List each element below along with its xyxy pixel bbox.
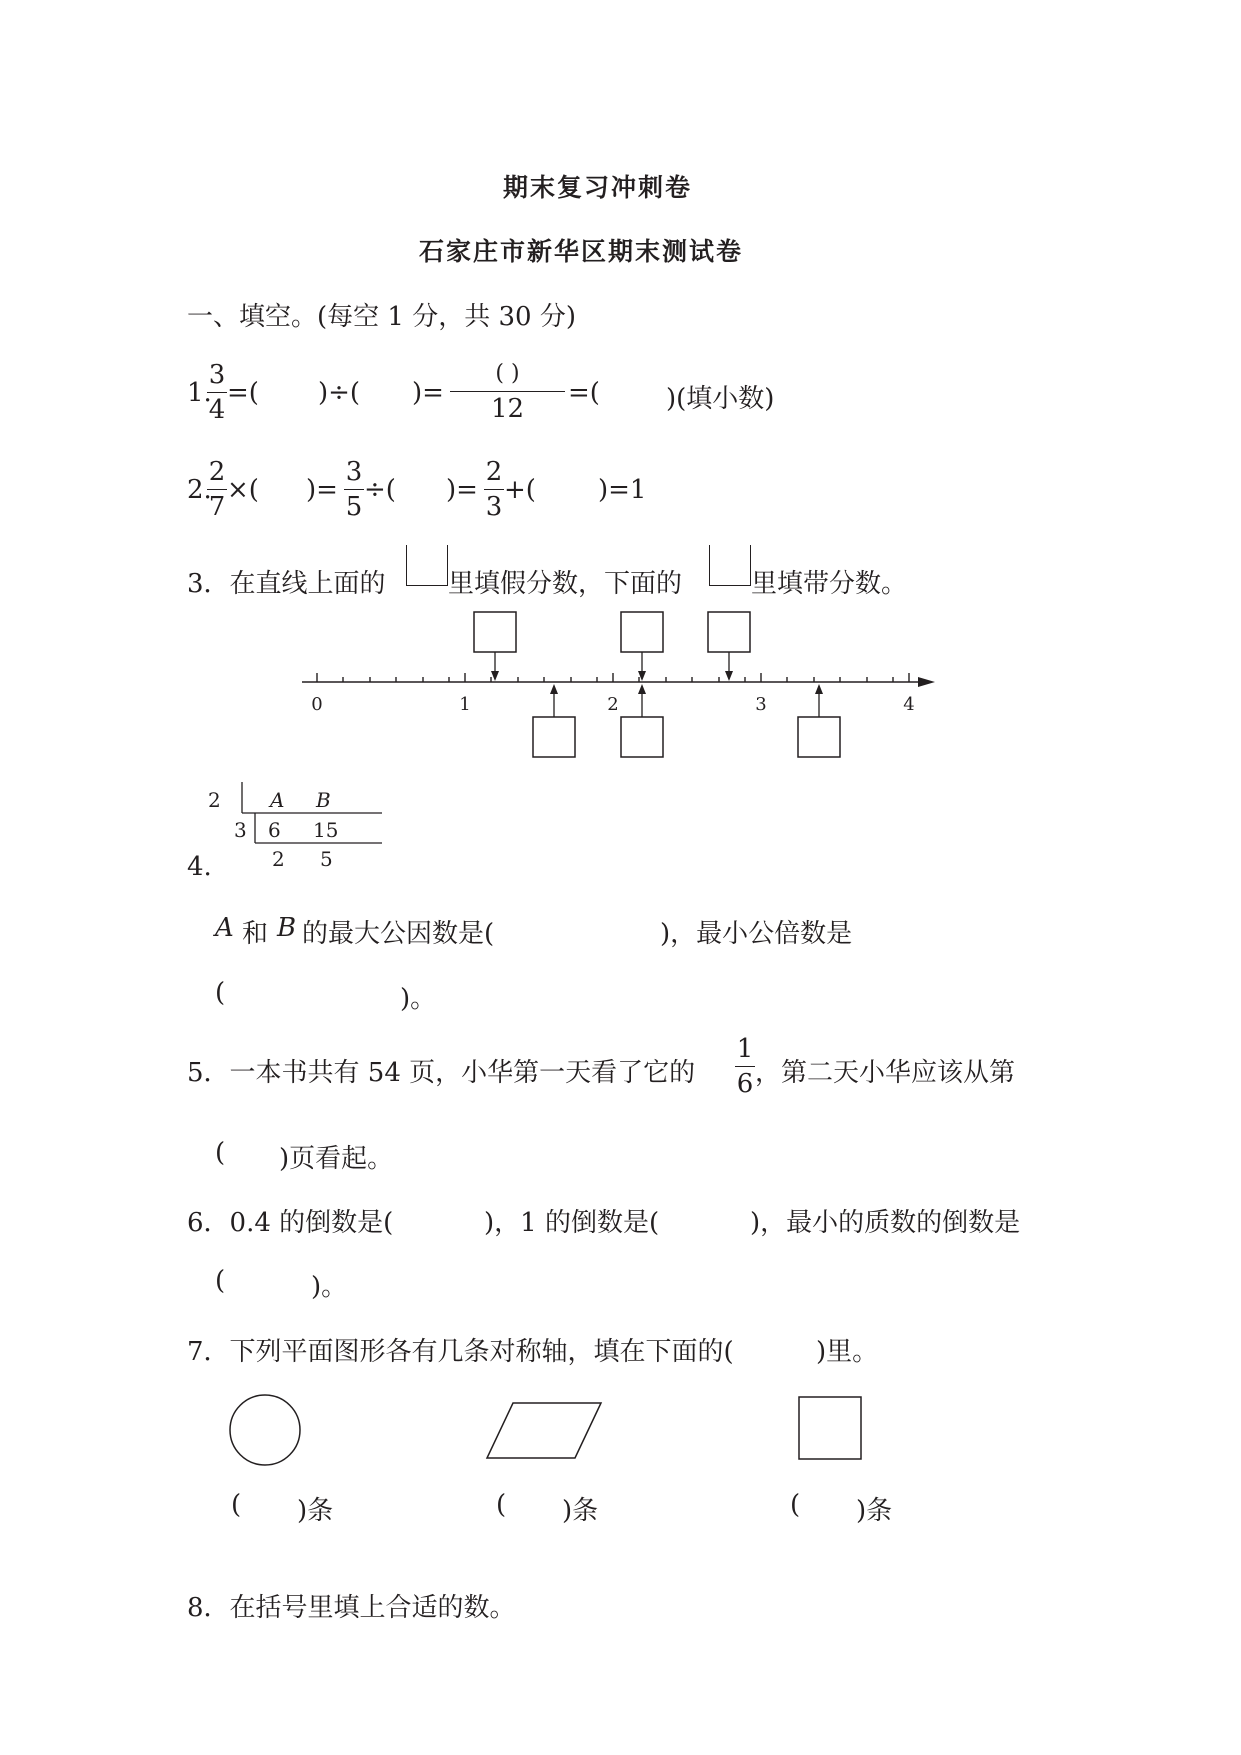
q2-plus: +( (504, 475, 536, 505)
q1-big-fraction-numerator: ( ) (495, 361, 520, 386)
q2-f1-numerator: 2 (208, 457, 226, 487)
q1-fraction (207, 360, 227, 425)
q1-big-fraction-denominator: 12 (490, 394, 525, 424)
upper-answer-box-2[interactable] (621, 612, 663, 681)
fraction-bar (450, 391, 565, 392)
lower-answer-box-2[interactable] (621, 684, 663, 757)
q3-text-1: 3．在直线上面的 (187, 569, 386, 599)
fraction-bar (484, 489, 504, 490)
q1-big-fraction (450, 359, 565, 424)
div-A: A (270, 788, 285, 812)
q3-inline-box-1 (406, 545, 448, 586)
q2-number: 2. (187, 475, 212, 505)
div-5: 5 (320, 847, 333, 871)
q5-line2-close: )页看起。 (279, 1144, 394, 1174)
q2-eq2: )= (446, 475, 478, 505)
axis-ticks (317, 673, 909, 682)
div-15: 15 (313, 818, 339, 842)
number-line-figure (290, 600, 950, 780)
q3-text-2: 里填假分数，下面的 (448, 569, 683, 599)
square-shape (797, 1395, 865, 1463)
q7-answer-1-open: ( (231, 1490, 242, 1520)
q1-fraction-numerator: 3 (208, 360, 226, 390)
axis-arrow-icon (918, 677, 935, 687)
q3-inline-box-2 (709, 545, 751, 586)
q6-line2-open: ( (215, 1266, 226, 1296)
q2-fraction-3 (484, 457, 504, 522)
q5-line2-open: ( (215, 1138, 226, 1168)
q7-answer-1-close: )条 (297, 1496, 334, 1526)
q2-eq1: )= (306, 475, 338, 505)
div-6: 6 (268, 818, 281, 842)
q6-line2-close: )。 (311, 1272, 348, 1302)
short-division-lines (200, 780, 400, 870)
q3-text-3: 里填带分数。 (751, 569, 908, 599)
q7-answer-3-open: ( (790, 1490, 801, 1520)
q2-times: ×( (227, 475, 259, 505)
q7-answer-2-open: ( (496, 1490, 507, 1520)
upper-answer-box-1[interactable] (474, 612, 516, 681)
q7-text-1: 7．下列平面图形各有几条对称轴，填在下面的( (187, 1337, 734, 1367)
div-divisor-1: 2 (208, 788, 221, 812)
q8-text: 8．在括号里填上合适的数。 (187, 1593, 516, 1623)
q4-A: A (215, 913, 234, 943)
fraction-bar (207, 489, 227, 490)
lower-answer-box-3[interactable] (798, 684, 840, 757)
q2-f1-denominator: 7 (208, 492, 226, 522)
q1-eq-open: =( (227, 378, 259, 408)
q2-result: )=1 (598, 475, 647, 505)
q5-fraction-denominator: 6 (736, 1069, 754, 1099)
q4-line2-close: )。 (400, 984, 437, 1014)
q2-fraction-1 (207, 457, 227, 522)
q1-eq2: )= (412, 378, 444, 408)
q2-f3-denominator: 3 (485, 492, 503, 522)
axis-label-3: 3 (755, 694, 767, 715)
q4-gcd-text: 的最大公因数是( (302, 919, 495, 949)
q2-fraction-2 (344, 457, 364, 522)
div-2: 2 (272, 847, 285, 871)
q1-fraction-denominator: 4 (208, 395, 226, 425)
q5-fraction (735, 1034, 755, 1099)
section-heading: 一、填空。(每空 1 分，共 30 分) (187, 302, 576, 332)
sub-title: 石家庄市新华区期末测试卷 (419, 237, 744, 266)
div-B: B (316, 788, 331, 812)
q7-answer-3-close: )条 (856, 1496, 893, 1526)
q5-text-2: ，第二天小华应该从第 (755, 1058, 1016, 1088)
fraction-bar (735, 1066, 755, 1067)
fraction-bar (207, 392, 227, 393)
q1-divide: )÷( (318, 378, 361, 408)
upper-answer-box-3[interactable] (708, 612, 750, 681)
q5-fraction-numerator: 1 (736, 1034, 754, 1064)
q4-lcm-text: )，最小公倍数是 (660, 919, 853, 949)
q7-answer-2-close: )条 (562, 1496, 599, 1526)
q2-divide: ÷( (364, 475, 396, 505)
q2-f3-numerator: 2 (485, 457, 503, 487)
q6-text-3: )，最小的质数的倒数是 (750, 1208, 1021, 1238)
q4-line2-open: ( (215, 978, 226, 1008)
q4-and: 和 (242, 919, 269, 949)
div-divisor-2: 3 (234, 818, 247, 842)
q5-text-1: 5．一本书共有 54 页，小华第一天看了它的 (187, 1058, 696, 1088)
fraction-bar (344, 489, 364, 490)
axis-label-2: 2 (607, 694, 619, 715)
q1-eq3: =( (568, 378, 600, 408)
parallelogram-shape (485, 1400, 605, 1462)
q6-text-2: )，1 的倒数是( (484, 1208, 660, 1238)
q2-f2-numerator: 3 (345, 457, 363, 487)
lower-answer-box-1[interactable] (533, 684, 575, 757)
main-title: 期末复习冲刺卷 (503, 173, 693, 202)
axis-label-4: 4 (903, 694, 915, 715)
axis-label-0: 0 (311, 694, 323, 715)
q1-tail: )(填小数) (666, 384, 775, 414)
q4-B: B (277, 913, 297, 943)
axis-label-1: 1 (459, 694, 471, 715)
q2-f2-denominator: 5 (345, 492, 363, 522)
q6-text-1: 6．0.4 的倒数是( (187, 1208, 394, 1238)
q1-number: 1. (187, 378, 212, 408)
q7-text-2: )里。 (816, 1337, 879, 1367)
circle-shape (225, 1390, 305, 1470)
q4-number: 4. (187, 852, 212, 882)
